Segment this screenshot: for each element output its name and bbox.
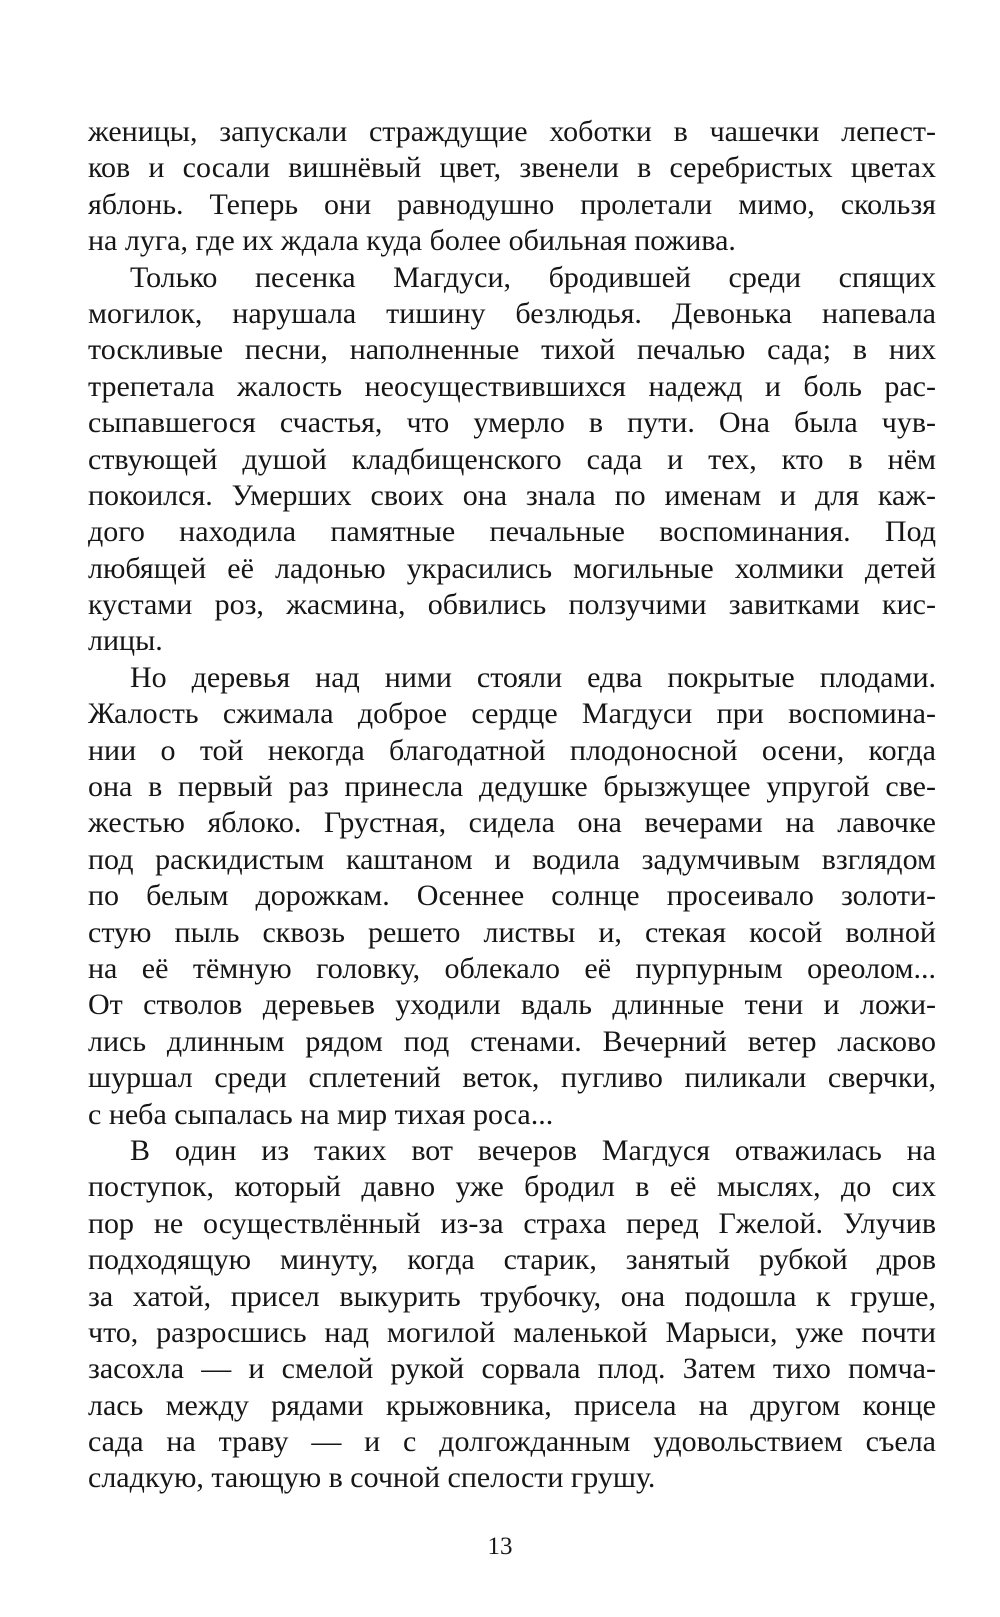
text-line: что, разросшись над могилой маленькой Марыси, уже почти bbox=[88, 1315, 936, 1349]
text-line: под раскидистым каштаном и водила задумчивым взглядом bbox=[88, 842, 936, 876]
text-line: засохла — и смелой рукой сорвала плод. Затем тихо помча- bbox=[88, 1352, 936, 1386]
text-line: сыпавшегося счастья, что умерло в пути. Она была чув- bbox=[88, 406, 936, 440]
text-line: яблонь. Теперь они равнодушно пролетали мимо, скользя bbox=[88, 187, 936, 221]
paragraph bbox=[88, 660, 936, 1133]
text-line: лись длинным рядом под стенами. Вечерний ветер ласково bbox=[88, 1024, 936, 1058]
text-line: ков и сосали вишнёвый цвет, звенели в серебристых цветах bbox=[88, 151, 936, 185]
paragraph bbox=[88, 260, 936, 660]
text-line: с неба сыпалась на мир тихая роса... bbox=[88, 1097, 554, 1131]
text-line: лицы. bbox=[88, 624, 163, 658]
text-line: нии о той некогда благодатной плодоносной осени, когда bbox=[88, 733, 936, 767]
text-line: Но деревья над ними стояли едва покрытые плодами. bbox=[130, 660, 936, 694]
text-line: От стволов деревьев уходили вдаль длинные тени и ложи- bbox=[88, 988, 936, 1022]
text-line: стую пыль сквозь решето листвы и, стекая косой волной bbox=[88, 915, 936, 949]
text-line: на её тёмную головку, облекало её пурпурным ореолом... bbox=[88, 951, 936, 985]
text-line: поступок, который давно уже бродил в её мыслях, до сих bbox=[88, 1170, 936, 1204]
text-line: шуршал среди сплетений веток, пугливо пиликали сверчки, bbox=[88, 1061, 936, 1095]
text-line: жестью яблоко. Грустная, сидела она вечерами на лавочке bbox=[88, 806, 936, 840]
text-line: ствующей душой кладбищенского сада и тех, кто в нём bbox=[88, 442, 936, 476]
text-line: любящей её ладонью украсились могильные холмики детей bbox=[88, 551, 936, 585]
text-line: дого находила памятные печальные воспоминания. Под bbox=[88, 515, 936, 549]
text-line: тоскливые песни, наполненные тихой печалью сада; в них bbox=[88, 333, 936, 367]
text-line: В один из таких вот вечеров Магдуся отважилась на bbox=[130, 1133, 936, 1167]
paragraph bbox=[88, 114, 936, 260]
text-line: подходящую минуту, когда старик, занятый рубкой дров bbox=[88, 1243, 936, 1277]
text-line: по белым дорожкам. Осеннее солнце просеивало золоти- bbox=[88, 879, 936, 913]
text-line: лась между рядами крыжовника, присела на другом конце bbox=[88, 1388, 936, 1422]
text-line: Жалость сжимала доброе сердце Магдуси при воспомина- bbox=[88, 697, 936, 731]
text-line: пор не осуществлённый из-за страха перед Гжелой. Улучив bbox=[88, 1206, 936, 1240]
text-line: покоился. Умерших своих она знала по именам и для каж- bbox=[88, 478, 936, 512]
text-line: за хатой, присел выкурить трубочку, она подошла к груше, bbox=[88, 1279, 936, 1313]
text-line: трепетала жалость неосуществившихся надежд и боль рас- bbox=[88, 369, 936, 403]
paragraph bbox=[88, 1133, 936, 1497]
text-line: на луга, где их ждала куда более обильная пожива. bbox=[88, 224, 736, 258]
text-line: женицы, запускали страждущие хоботки в чашечки лепест- bbox=[88, 115, 936, 148]
text-line: кустами роз, жасмина, обвились ползучими завитками кис- bbox=[88, 588, 936, 622]
text-line: сладкую, тающую в сочной спелости грушу. bbox=[88, 1461, 656, 1495]
body-text bbox=[88, 114, 936, 1497]
page-number: 13 bbox=[487, 1533, 513, 1560]
text-line: могилок, нарушала тишину безлюдья. Девонька напевала bbox=[88, 296, 936, 330]
text-line: она в первый раз принесла дедушке брызжущее упругой све- bbox=[88, 770, 936, 804]
text-line: Только песенка Магдуси, бродившей среди спящих bbox=[130, 260, 936, 294]
text-line: сада на траву — и с долгожданным удовольствием съела bbox=[88, 1425, 936, 1459]
